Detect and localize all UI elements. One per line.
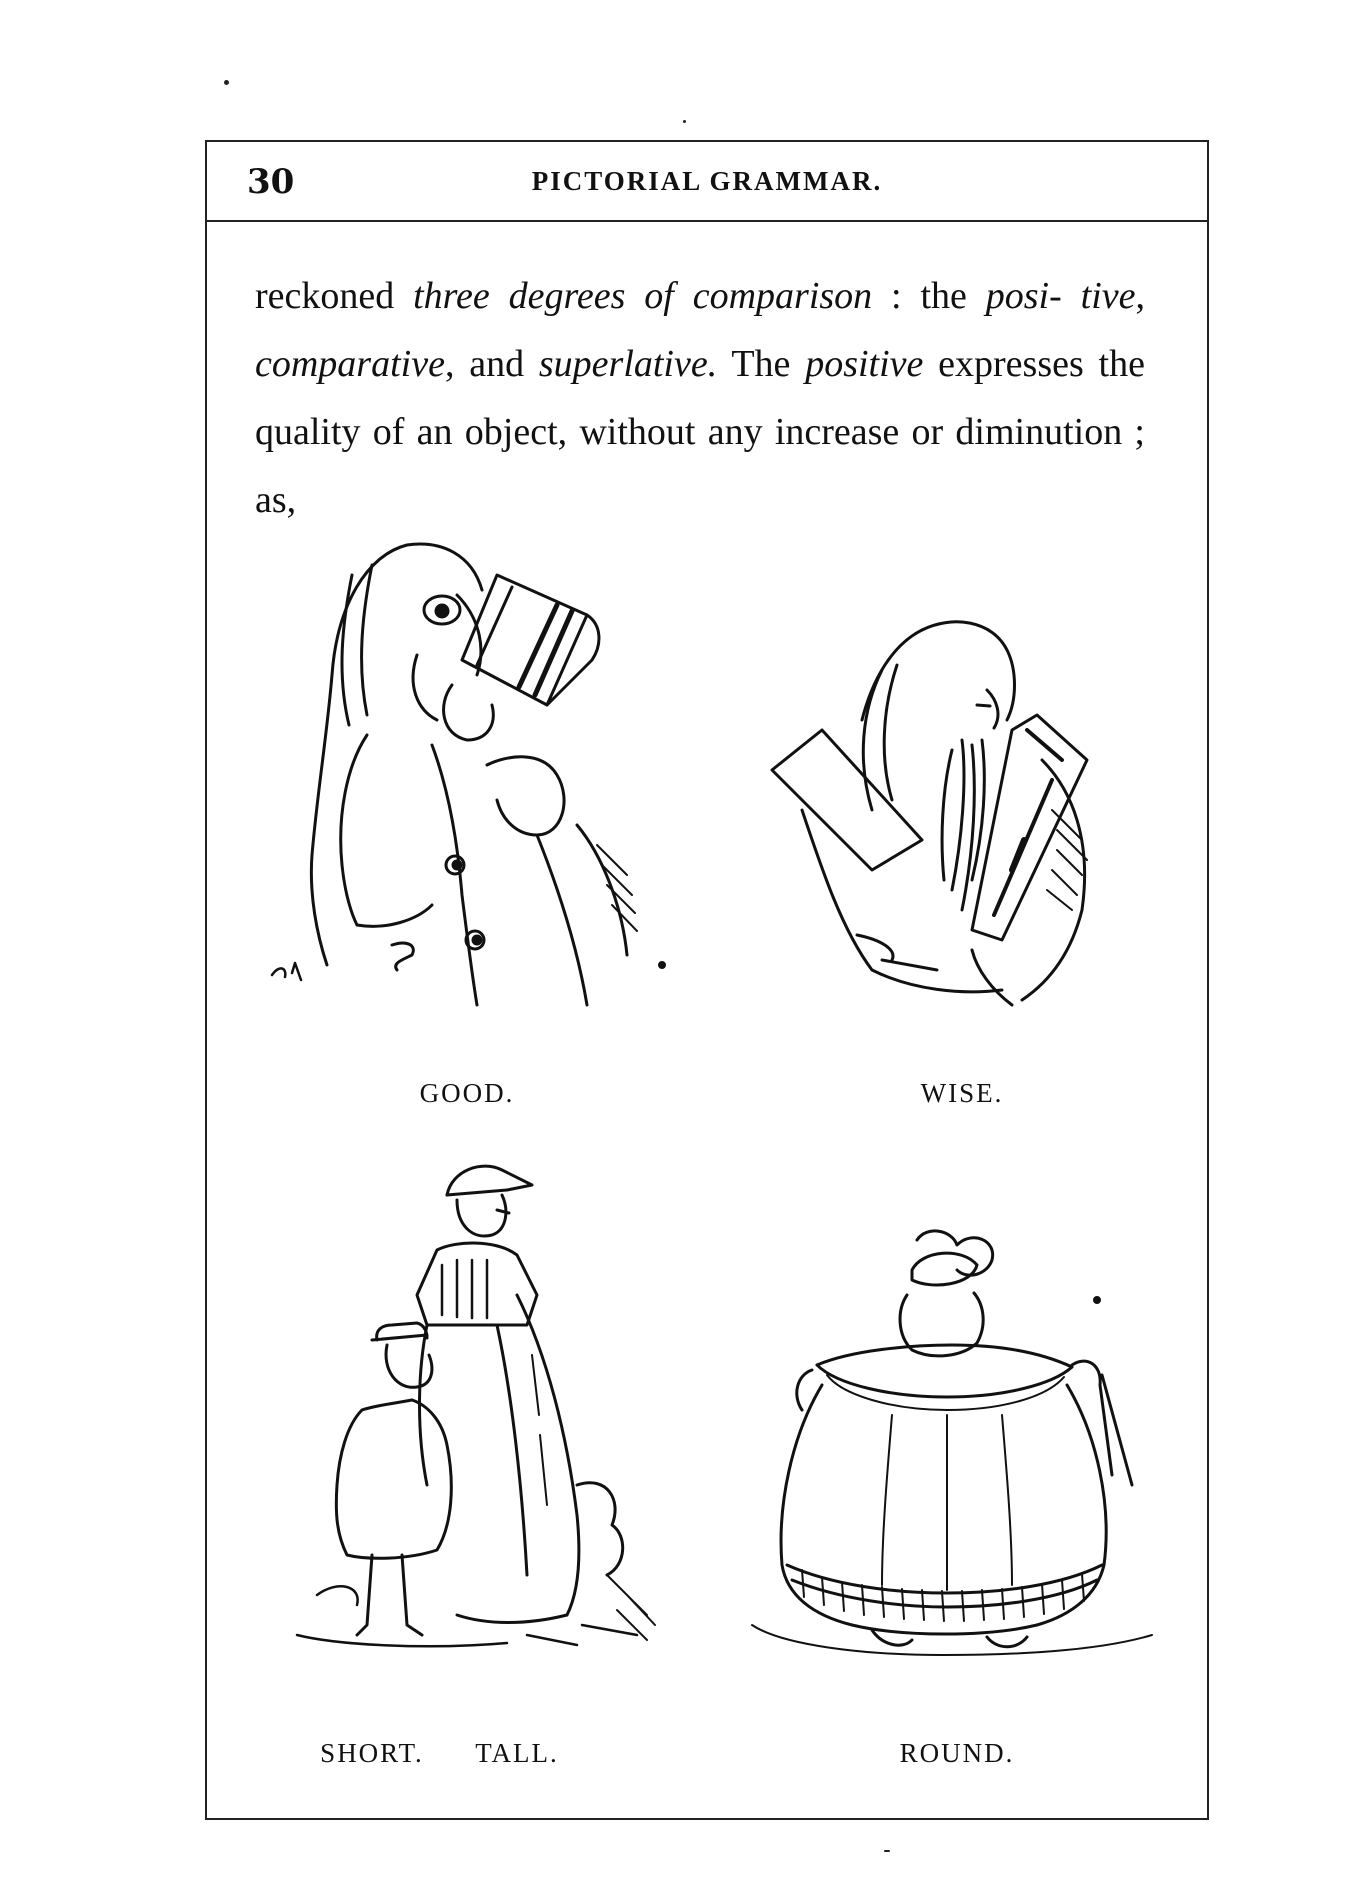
caption-tall: TALL. <box>475 1738 559 1768</box>
ink-speck <box>884 1850 890 1852</box>
ink-speck <box>683 120 686 123</box>
ink-speck <box>224 80 229 85</box>
text-run: : the <box>872 275 986 317</box>
text-run: reckoned <box>255 275 414 317</box>
figure-wise <box>762 610 1182 1030</box>
caption-short: SHORT. <box>320 1738 424 1768</box>
frame-bottom-rule <box>207 1818 1207 1820</box>
caption-wise: WISE. <box>920 1078 1004 1108</box>
man-drinking-illustration <box>257 535 687 1025</box>
italic-run: tive <box>1080 275 1136 317</box>
round-woman-illustration <box>742 1225 1162 1665</box>
italic-run: posi- <box>985 275 1062 317</box>
short-and-tall-illustration <box>277 1155 697 1665</box>
italic-run: superlative. <box>538 343 718 385</box>
italic-run: positive <box>805 343 924 385</box>
text-run: expresses the quality of an object, without any increase or diminution ; as, <box>255 343 1145 521</box>
text-run: The <box>717 343 806 385</box>
italic-run: comparative <box>255 343 445 385</box>
figure-good <box>257 535 687 1025</box>
text-run: , <box>1135 275 1145 317</box>
scholar-reading-illustration <box>762 610 1182 1030</box>
page-number: 30 <box>247 162 295 202</box>
caption-round: ROUND. <box>899 1738 1015 1768</box>
running-head: PICTORIAL GRAMMAR. <box>531 166 883 196</box>
figure-short-tall <box>277 1155 697 1665</box>
page-header <box>207 140 1207 222</box>
text-run: , and <box>444 343 539 385</box>
body-paragraph <box>255 262 1145 534</box>
page-frame <box>205 140 1209 1820</box>
figure-round <box>742 1225 1162 1665</box>
caption-good: GOOD. <box>419 1078 515 1108</box>
italic-run: three degrees of comparison <box>413 275 873 317</box>
